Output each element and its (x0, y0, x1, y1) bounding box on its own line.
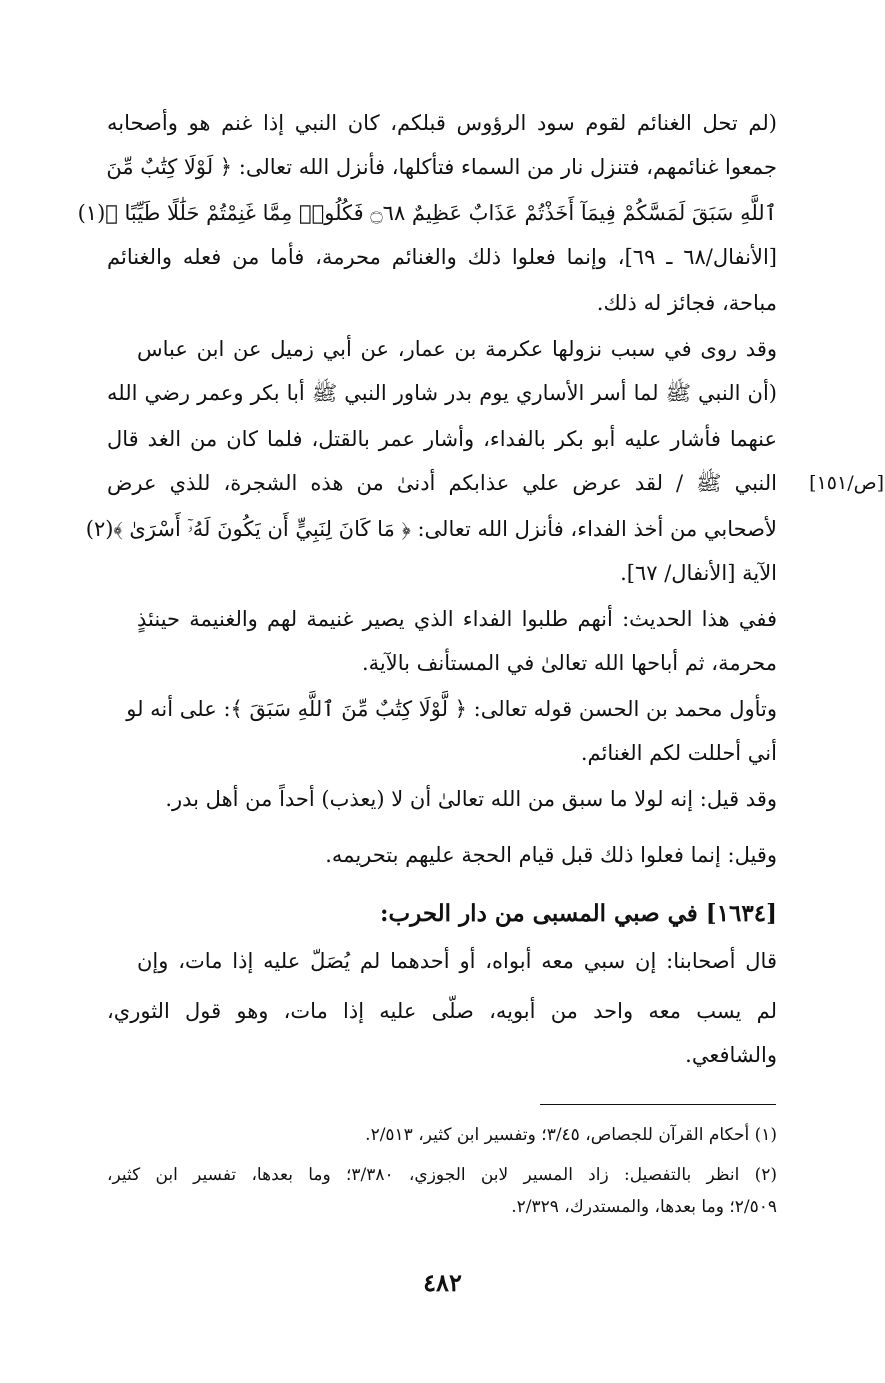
body-line: وقيل: إنما فعلوا ذلك قبل قيام الحجة عليهم بتحريمه. (325, 843, 777, 867)
page-reference-note: [ص/١٥١] (809, 472, 884, 494)
footnote-1: (١) أحكام القرآن للجصاص، ٣/٤٥؛ وتفسير ابن كثير، ٢/٥١٣. (365, 1125, 777, 1145)
body-line: والشافعي. (685, 1043, 777, 1067)
body-line: لم يسب معه واحد من أبويه، صلّى عليه إذا مات، وهو قول الثوري، (107, 999, 777, 1023)
page-number: ٤٨٢ (423, 1268, 462, 1297)
body-line: (أن النبي ﷺ لما أسر الأساري يوم بدر شاور النبي ﷺ أبا بكر وعمر رضي الله (107, 381, 777, 405)
body-line: النبي ﷺ / لقد عرض علي عذابكم أدنىٰ من هذه الشجرة، للذي عرض (107, 471, 777, 495)
body-line: ٱللَّهِ سَبَقَ لَمَسَّكُمْ فِيمَآ أَخَذْتُمْ عَذَابٌ عَظِيمٌ ۝٦٨ فَكُلُوا۟ مِمَّا غَنِمْتُمْ حَلَٰلًا طَيِّبًا ﴾(١) (77, 201, 777, 225)
body-line: عنهما فأشار عليه أبو بكر بالفداء، وأشار عمر بالقتل، فلما كان من الغد قال (107, 427, 777, 451)
body-line: [الأنفال/٦٨ ـ ٦٩]، وإنما فعلوا ذلك والغنائم محرمة، فأما من فعله والغنائم (107, 245, 777, 269)
section-heading: [١٦٣٤] في صبي المسبى من دار الحرب: (379, 900, 777, 927)
footnote-separator (540, 1104, 776, 1105)
body-line: قال أصحابنا: إن سبي معه أبواه، أو أحدهما لم يُصَلّ عليه إذا مات، وإن (137, 949, 777, 973)
body-line: مباحة، فجائز له ذلك. (596, 291, 777, 315)
body-line: لأصحابي من أخذ الفداء، فأنزل الله تعالى: ﴿ مَا كَانَ لِنَبِيٍّ أَن يَكُونَ لَهُۥٓ أَسْرَىٰ ﴾(٢) (85, 517, 777, 541)
body-line: (لم تحل الغنائم لقوم سود الرؤوس قبلكم، كان النبي إذا غنم هو وأصحابه (107, 111, 777, 135)
body-line: الآية [الأنفال/ ٦٧]. (620, 561, 777, 585)
body-line: وتأول محمد بن الحسن قوله تعالى: ﴿ لَّوْلَا كِتَٰبٌ مِّنَ ٱللَّهِ سَبَقَ ﴾: على أنه لو (126, 697, 777, 721)
body-line: وقد روى في سبب نزولها عكرمة بن عمار، عن أبي زميل عن ابن عباس (137, 337, 777, 361)
body-line: محرمة، ثم أباحها الله تعالىٰ في المستأنف بالآية. (361, 651, 777, 675)
body-line: وقد قيل: إنه لولا ما سبق من الله تعالىٰ أن لا (يعذب) أحداً من أهل بدر. (165, 787, 777, 811)
body-line: ففي هذا الحديث: أنهم طلبوا الفداء الذي يصير غنيمة لهم والغنيمة حينئذٍ (137, 607, 777, 631)
footnote-2-continued: ٢/٥٠٩؛ وما بعدها، والمستدرك، ٢/٣٢٩. (511, 1197, 777, 1217)
body-line: جمعوا غنائمهم، فتنزل نار من السماء فتأكلها، فأنزل الله تعالى: ﴿ لَوْلَا كِتَٰبٌ مِّنَ (106, 155, 777, 179)
body-line: أني أحللت لكم الغنائم. (580, 741, 777, 765)
footnote-2: (٢) انظر بالتفصيل: زاد المسير لابن الجوزي، ٣/٣٨٠؛ وما بعدها، تفسير ابن كثير، (107, 1165, 777, 1185)
